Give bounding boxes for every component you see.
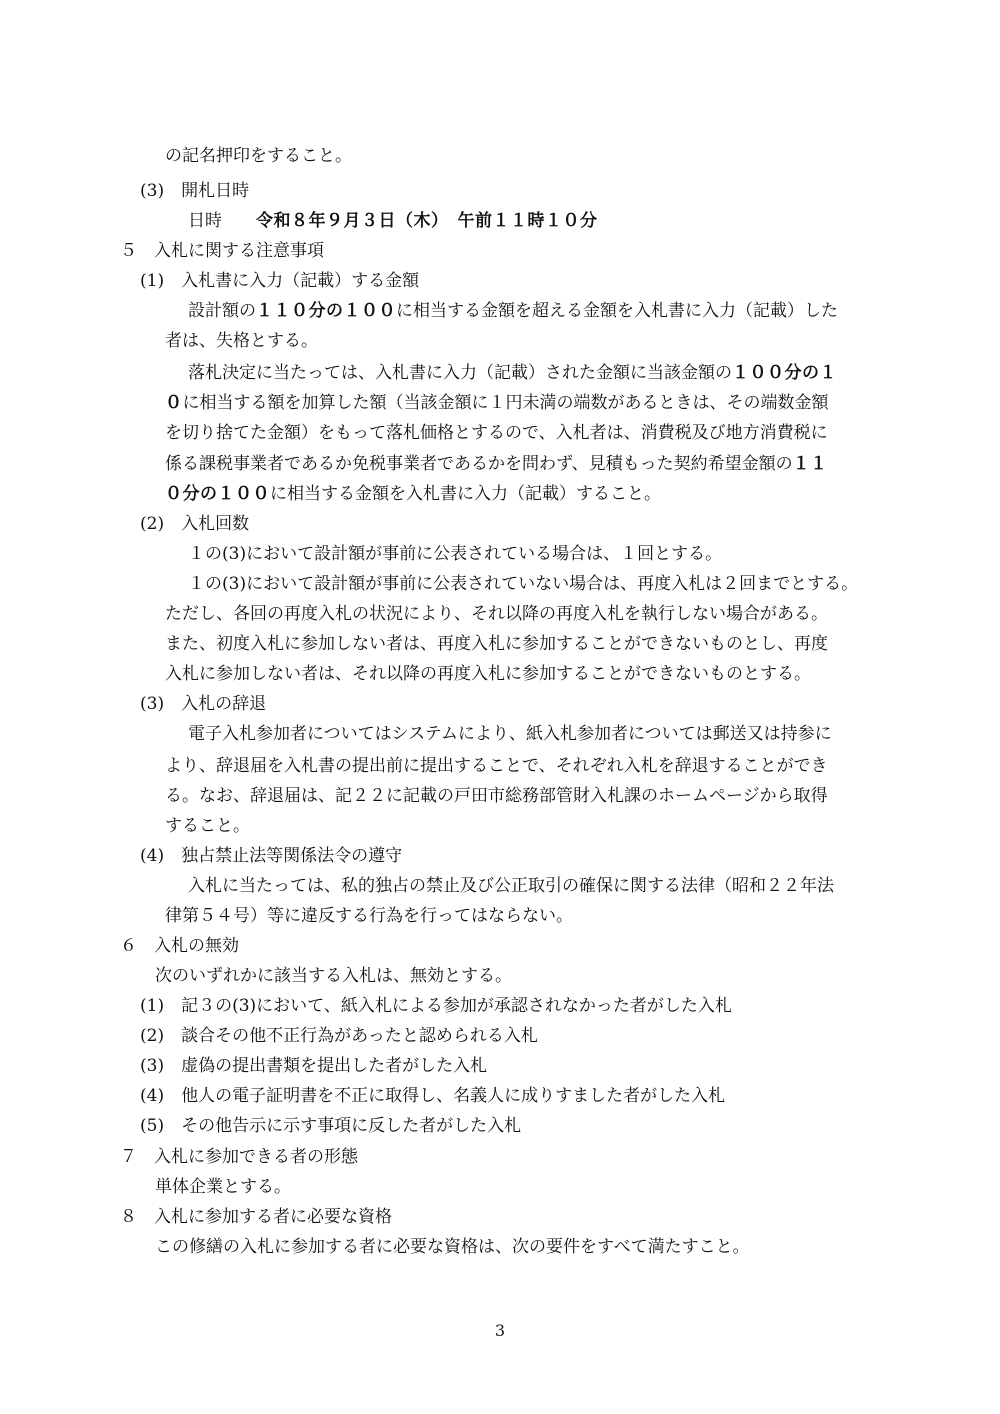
text-line: [165, 330, 318, 352]
line-text: １の(3)において設計額が事前に公表されている場合は、１回とする。: [188, 544, 723, 564]
list-item: [140, 995, 732, 1017]
datetime-label: 日時: [188, 211, 222, 231]
line-text: 者は、失格とする。: [165, 331, 318, 351]
text-line: [165, 145, 352, 167]
list-item: [140, 1055, 487, 1077]
list-item: [140, 1025, 538, 1047]
section-heading: [120, 1206, 392, 1228]
line-text: ８ 入札に参加する者に必要な資格: [120, 1207, 392, 1227]
line-text: ただし、各回の再度入札の状況により、それ以降の再度入札を執行しない場合がある。: [165, 604, 828, 624]
line-text: (1) 記３の(3)において、紙入札による参加が承認されなかった者がした入札: [140, 996, 732, 1016]
line-text: ６ 入札の無効: [120, 936, 239, 956]
subsection-heading: [140, 270, 419, 292]
emphasis-text: １１０分の１００: [256, 301, 396, 321]
line-text: ７ 入札に参加できる者の形態: [120, 1147, 358, 1167]
text-line: [165, 815, 250, 837]
line-text: この修繕の入札に参加する者に必要な資格は、次の要件をすべて満たすこと。: [155, 1237, 750, 1257]
subsection-heading: [140, 513, 249, 535]
text-line: [165, 392, 829, 414]
line-text: すること。: [165, 816, 250, 836]
line-text: 電子入札参加者についてはシステムにより、紙入札参加者については郵送又は持参に: [188, 724, 832, 744]
line-text: １の(3)において設計額が事前に公表されていない場合は、再度入札は２回までとする。: [188, 574, 859, 594]
line-text: 律第５４号）等に違反する行為を行ってはならない。: [165, 906, 573, 926]
emphasis-text: ０分の１００: [165, 484, 270, 504]
line-text: を切り捨てた金額）をもって落札価格とするので、入札者は、消費税及び地方消費税に: [165, 423, 828, 443]
page-number: 3: [494, 1321, 506, 1340]
opening-datetime: [188, 210, 598, 232]
text-line: [188, 362, 837, 384]
line-text: 単体企業とする。: [155, 1177, 291, 1197]
line-text: に相当する額を加算した額（当該金額に１円未満の端数があるときは、その端数金額: [182, 393, 829, 413]
text-line: [165, 633, 828, 655]
text-line: [165, 603, 828, 625]
line-text: 係る課税事業者であるか免税事業者であるかを問わず、見積もった契約希望金額の: [165, 454, 793, 474]
line-text: (4) 独占禁止法等関係法令の遵守: [140, 846, 403, 866]
line-text: に相当する金額を入札書に入力（記載）すること。: [270, 484, 661, 504]
emphasis-text: １００分の１: [732, 363, 837, 383]
text-line: [165, 663, 811, 685]
list-item: [140, 1085, 725, 1107]
text-line: [188, 573, 858, 595]
text-line: [155, 1176, 291, 1198]
list-item: [140, 1115, 521, 1137]
text-line: [188, 300, 838, 322]
text-line: [188, 723, 832, 745]
line-text: (3) 虚偽の提出書類を提出した者がした入札: [140, 1056, 488, 1076]
text-line: [165, 422, 828, 444]
section-heading: [120, 240, 324, 262]
datetime-value: 令和８年９月３日（木） 午前１１時１０分: [256, 211, 598, 231]
line-text: (2) 入札回数: [140, 514, 250, 534]
section-heading: [120, 1146, 358, 1168]
text-line: [165, 453, 828, 475]
text-line: [155, 965, 512, 987]
line-text: より、辞退届を入札書の提出前に提出することで、それぞれ入札を辞退することができ: [165, 756, 828, 776]
subsection-heading: [140, 693, 266, 715]
emphasis-text: １１: [792, 454, 828, 474]
line-text: 設計額の: [188, 301, 256, 321]
line-text: (5) その他告示に示す事項に反した者がした入札: [140, 1116, 522, 1136]
text-line: [165, 905, 573, 927]
text-line: [165, 785, 828, 807]
emphasis-text: ０: [165, 393, 183, 413]
subsection-heading: [140, 180, 249, 202]
line-text: (2) 談合その他不正行為があったと認められる入札: [140, 1026, 538, 1046]
section-heading: [120, 935, 239, 957]
line-text: に相当する金額を超える金額を入札書に入力（記載）した: [396, 301, 838, 321]
line-text: 入札に参加しない者は、それ以降の再度入札に参加することができないものとする。: [165, 664, 811, 684]
line-text: 落札決定に当たっては、入札書に入力（記載）された金額に当該金額の: [188, 363, 732, 383]
line-text: の記名押印をすること。: [165, 146, 352, 166]
line-text: る。なお、辞退届は、記２２に記載の戸田市総務部管財入札課のホームページから取得: [165, 786, 828, 806]
text-line: [165, 755, 828, 777]
text-line: [188, 875, 834, 897]
line-text: また、初度入札に参加しない者は、再度入札に参加することができないものとし、再度: [165, 634, 828, 654]
line-text: (4) 他人の電子証明書を不正に取得し、名義人に成りすました者がした入札: [140, 1086, 726, 1106]
line-text: 入札に当たっては、私的独占の禁止及び公正取引の確保に関する法律（昭和２２年法: [188, 876, 834, 896]
subsection-heading: [140, 845, 402, 867]
text-line: [188, 543, 722, 565]
text-line: [155, 1236, 750, 1258]
line-text: 次のいずれかに該当する入札は、無効とする。: [155, 966, 512, 986]
line-text: (1) 入札書に入力（記載）する金額: [140, 271, 420, 291]
text-line: [165, 483, 661, 505]
line-text: (3) 開札日時: [140, 181, 250, 201]
line-text: (3) 入札の辞退: [140, 694, 267, 714]
line-text: ５ 入札に関する注意事項: [120, 241, 324, 261]
